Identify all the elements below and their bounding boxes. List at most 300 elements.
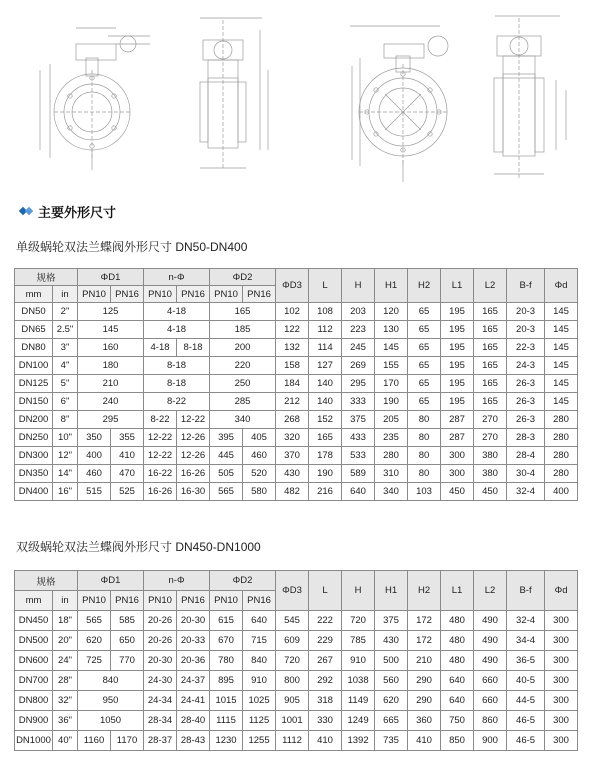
table-cell: 910 — [243, 671, 276, 691]
table-row — [15, 339, 578, 357]
table-cell: DN250 — [15, 429, 53, 447]
table-cell: 350 — [78, 429, 111, 447]
table-cell: DN100 — [15, 357, 53, 375]
table-cell: 280 — [375, 447, 408, 465]
table-cell: 5" — [53, 375, 78, 393]
table-cell: 720 — [276, 651, 309, 671]
table-cell: 450 — [441, 483, 474, 501]
header-mm: mm — [15, 591, 53, 611]
table-cell: 24-34 — [144, 691, 177, 711]
table-cell: 480 — [441, 611, 474, 631]
table-cell: 333 — [342, 393, 375, 411]
table-cell: 140 — [309, 393, 342, 411]
header-h2: H2 — [408, 269, 441, 303]
table-cell: 158 — [276, 357, 309, 375]
table-cell: 114 — [309, 339, 342, 357]
header-d2-pn10: PN10 — [210, 286, 243, 303]
table-row — [15, 671, 578, 691]
table-cell: 24" — [53, 651, 78, 671]
table-cell: 300 — [441, 447, 474, 465]
table-cell: 490 — [474, 631, 507, 651]
header-spec: 规格 — [15, 571, 78, 591]
table-cell: 12-22 — [144, 429, 177, 447]
diamond-bullet-icon — [20, 205, 32, 217]
table-cell: 895 — [210, 671, 243, 691]
table-cell: 130 — [375, 321, 408, 339]
table-cell: 280 — [545, 429, 578, 447]
table-cell: 65 — [408, 357, 441, 375]
table-cell: 12-22 — [144, 447, 177, 465]
table-cell: 640 — [342, 483, 375, 501]
table-cell: 565 — [78, 611, 111, 631]
header-d2-pn16: PN16 — [243, 591, 276, 611]
table-cell: DN125 — [15, 375, 53, 393]
table-cell: 190 — [375, 393, 408, 411]
table-cell: 152 — [309, 411, 342, 429]
header-h2: H2 — [408, 571, 441, 611]
table-cell: 470 — [111, 465, 144, 483]
table2-body — [15, 611, 578, 751]
table-cell: 120 — [375, 303, 408, 321]
table-cell: 6" — [53, 393, 78, 411]
table-cell: 44-5 — [507, 691, 545, 711]
table-cell: 585 — [111, 611, 144, 631]
table-cell: 32-4 — [507, 611, 545, 631]
table-cell: 165 — [474, 357, 507, 375]
table-cell: 46-5 — [507, 711, 545, 731]
table-cell: 295 — [342, 375, 375, 393]
header-nphi-pn10: PN10 — [144, 286, 177, 303]
table-cell: DN700 — [15, 671, 53, 691]
header-l2: L2 — [474, 571, 507, 611]
table-row — [15, 631, 578, 651]
table-cell: 65 — [408, 303, 441, 321]
table-row — [15, 711, 578, 731]
table-cell: 65 — [408, 375, 441, 393]
table-cell: 20" — [53, 631, 78, 651]
table-cell: 290 — [408, 671, 441, 691]
table-cell: 160 — [78, 339, 144, 357]
table-cell: 280 — [545, 447, 578, 465]
table-cell: 28-40 — [177, 711, 210, 731]
table-cell: 145 — [545, 339, 578, 357]
table-cell: 545 — [276, 611, 309, 631]
table-cell: 295 — [78, 411, 144, 429]
table-cell: 195 — [441, 375, 474, 393]
table-cell: 300 — [545, 631, 578, 651]
table-cell: 565 — [210, 483, 243, 501]
table-cell: 220 — [210, 357, 276, 375]
table-cell: 620 — [375, 691, 408, 711]
table-cell: 620 — [78, 631, 111, 651]
table-cell: 660 — [474, 671, 507, 691]
table-cell: 355 — [111, 429, 144, 447]
table-cell: 785 — [342, 631, 375, 651]
table-cell: 280 — [545, 411, 578, 429]
table-cell: 715 — [243, 631, 276, 651]
table-cell: 300 — [545, 691, 578, 711]
table-cell: 32-4 — [507, 483, 545, 501]
table-cell: 430 — [375, 631, 408, 651]
table-row — [15, 375, 578, 393]
table-cell: 200 — [210, 339, 276, 357]
table-cell: 145 — [545, 375, 578, 393]
table-cell: 320 — [276, 429, 309, 447]
table-cell: 102 — [276, 303, 309, 321]
table-cell: 270 — [474, 429, 507, 447]
table-cell: 20-36 — [177, 651, 210, 671]
table-cell: 28" — [53, 671, 78, 691]
table-cell: DN300 — [15, 447, 53, 465]
table-cell: 1001 — [276, 711, 309, 731]
table-cell: 24-41 — [177, 691, 210, 711]
table-cell: 665 — [375, 711, 408, 731]
table-cell: 520 — [243, 465, 276, 483]
table-cell: 20-33 — [177, 631, 210, 651]
header-b-f: B-f — [507, 571, 545, 611]
table-cell: 165 — [210, 303, 276, 321]
table-cell: 410 — [408, 731, 441, 751]
table-cell: DN150 — [15, 393, 53, 411]
table-cell: 1050 — [78, 711, 144, 731]
header-d1-pn10: PN10 — [78, 286, 111, 303]
header-d2: ΦD2 — [210, 571, 276, 591]
table-cell: 80 — [408, 429, 441, 447]
table-cell: 12-26 — [177, 447, 210, 465]
table-cell: 433 — [342, 429, 375, 447]
table-cell: 615 — [210, 611, 243, 631]
table-row — [15, 411, 578, 429]
header-d3: ΦD3 — [276, 571, 309, 611]
table-cell: 900 — [474, 731, 507, 751]
table-cell: 155 — [375, 357, 408, 375]
table-cell: 840 — [243, 651, 276, 671]
table-row — [15, 393, 578, 411]
table-cell: 127 — [309, 357, 342, 375]
table-cell: 22-3 — [507, 339, 545, 357]
header-d2-pn16: PN16 — [243, 286, 276, 303]
table-cell: 285 — [210, 393, 276, 411]
table-cell: 1125 — [243, 711, 276, 731]
header-l: L — [309, 571, 342, 611]
table-cell: DN50 — [15, 303, 53, 321]
table-cell: 609 — [276, 631, 309, 651]
header-b-f: B-f — [507, 269, 545, 303]
table-cell: 28-43 — [177, 731, 210, 751]
table-cell: 36" — [53, 711, 78, 731]
table-cell: 28-37 — [144, 731, 177, 751]
table-cell: 20-30 — [144, 651, 177, 671]
table-cell: 482 — [276, 483, 309, 501]
table-cell: 770 — [111, 651, 144, 671]
table-cell: 145 — [545, 303, 578, 321]
table-cell: DN65 — [15, 321, 53, 339]
table-cell: 445 — [210, 447, 243, 465]
table-cell: 195 — [441, 303, 474, 321]
table-cell: 80 — [408, 411, 441, 429]
table-cell: 1038 — [342, 671, 375, 691]
table-cell: DN450 — [15, 611, 53, 631]
table-cell: 16-22 — [144, 465, 177, 483]
table-cell: 140 — [309, 375, 342, 393]
table-cell: 145 — [375, 339, 408, 357]
table-cell: 8-18 — [144, 357, 210, 375]
table-cell: 184 — [276, 375, 309, 393]
table-cell: 287 — [441, 411, 474, 429]
table-cell: 800 — [276, 671, 309, 691]
table2 — [14, 570, 578, 751]
table-cell: 26-3 — [507, 375, 545, 393]
table-cell: 460 — [78, 465, 111, 483]
table-cell: 32" — [53, 691, 78, 711]
table-cell: 300 — [545, 651, 578, 671]
table-row — [15, 429, 578, 447]
table-cell: 1230 — [210, 731, 243, 751]
table-cell: 4-18 — [144, 303, 210, 321]
table-cell: 410 — [309, 731, 342, 751]
header-n-phi: n-Φ — [144, 269, 210, 286]
table-cell: 40-5 — [507, 671, 545, 691]
table-cell: 300 — [545, 731, 578, 751]
section-title-text: 主要外形尺寸 — [38, 204, 117, 220]
table-cell: 480 — [441, 631, 474, 651]
table-cell: 300 — [441, 465, 474, 483]
table-cell: DN600 — [15, 651, 53, 671]
table-cell: 1015 — [210, 691, 243, 711]
drawing-front-view-double — [350, 26, 448, 182]
header-h: H — [342, 269, 375, 303]
table-cell: 185 — [210, 321, 276, 339]
header-l1: L1 — [441, 571, 474, 611]
table-cell: 20-30 — [177, 611, 210, 631]
table-cell: 580 — [243, 483, 276, 501]
header-h: H — [342, 571, 375, 611]
table-cell: 205 — [375, 411, 408, 429]
table-cell: 223 — [342, 321, 375, 339]
table-cell: 1160 — [78, 731, 111, 751]
table-cell: 318 — [309, 691, 342, 711]
table-cell: 1149 — [342, 691, 375, 711]
table-cell: 287 — [441, 429, 474, 447]
header-d2-pn10: PN10 — [210, 591, 243, 611]
table-cell: DN350 — [15, 465, 53, 483]
header-l: L — [309, 269, 342, 303]
table-cell: 905 — [276, 691, 309, 711]
table-cell: 850 — [441, 731, 474, 751]
table-cell: 170 — [375, 375, 408, 393]
header-d2: ΦD2 — [210, 269, 276, 286]
table-row — [15, 465, 578, 483]
table-cell: 589 — [342, 465, 375, 483]
table-cell: 10" — [53, 429, 78, 447]
table-cell: 490 — [474, 651, 507, 671]
table-cell: 670 — [210, 631, 243, 651]
table-cell: 16-30 — [177, 483, 210, 501]
table-row — [15, 731, 578, 751]
table-cell: 910 — [342, 651, 375, 671]
table-cell: 195 — [441, 393, 474, 411]
table-cell: 212 — [276, 393, 309, 411]
table-cell: 500 — [375, 651, 408, 671]
table-cell: 1115 — [210, 711, 243, 731]
header-mm: mm — [15, 286, 53, 303]
table-cell: 267 — [309, 651, 342, 671]
table-cell: 1392 — [342, 731, 375, 751]
header-d: Φd — [545, 269, 578, 303]
table-cell: 12" — [53, 447, 78, 465]
table-cell: 525 — [111, 483, 144, 501]
table-cell: 18" — [53, 611, 78, 631]
table-cell: 340 — [375, 483, 408, 501]
table-cell: 650 — [111, 631, 144, 651]
table-cell: 380 — [474, 447, 507, 465]
header-h1: H1 — [375, 571, 408, 611]
table-cell: 640 — [441, 691, 474, 711]
table-cell: 560 — [375, 671, 408, 691]
table-cell: 216 — [309, 483, 342, 501]
drawing-front-view-single — [40, 28, 150, 170]
table-cell: DN400 — [15, 483, 53, 501]
table-cell: DN900 — [15, 711, 53, 731]
header-in: in — [53, 591, 78, 611]
table-cell: 640 — [441, 671, 474, 691]
table-cell: 28-34 — [144, 711, 177, 731]
table-cell: 172 — [408, 611, 441, 631]
table-cell: 20-26 — [144, 631, 177, 651]
table-cell: 145 — [545, 393, 578, 411]
table1-title: 单级蜗轮双法兰蝶阀外形尺寸 DN50-DN400 — [16, 240, 248, 254]
table-cell: DN80 — [15, 339, 53, 357]
table-cell: 400 — [78, 447, 111, 465]
table-cell: 165 — [474, 339, 507, 357]
header-d1-pn16: PN16 — [111, 286, 144, 303]
header-nphi-pn16: PN16 — [177, 591, 210, 611]
table-cell: 4" — [53, 357, 78, 375]
table-cell: 375 — [375, 611, 408, 631]
drawing-side-view-single — [200, 18, 268, 170]
table-row — [15, 321, 578, 339]
header-d1: ΦD1 — [78, 571, 144, 591]
table-cell: 8" — [53, 411, 78, 429]
table-cell: 375 — [342, 411, 375, 429]
section-title — [20, 203, 116, 219]
table-cell: 125 — [78, 303, 144, 321]
table-cell: 860 — [474, 711, 507, 731]
table-cell: 145 — [78, 321, 144, 339]
table-cell: 4-18 — [144, 339, 177, 357]
table-cell: 950 — [78, 691, 144, 711]
header-d1: ΦD1 — [78, 269, 144, 286]
table-cell: 268 — [276, 411, 309, 429]
table-cell: 103 — [408, 483, 441, 501]
table-cell: 2" — [53, 303, 78, 321]
table-cell: 28-4 — [507, 447, 545, 465]
header-h1: H1 — [375, 269, 408, 303]
table-row — [15, 651, 578, 671]
table-cell: 26-3 — [507, 411, 545, 429]
table-cell: DN500 — [15, 631, 53, 651]
table-cell: 8-18 — [144, 375, 210, 393]
table-cell: 3" — [53, 339, 78, 357]
table-cell: 1112 — [276, 731, 309, 751]
table-cell: 2.5" — [53, 321, 78, 339]
table-cell: 195 — [441, 339, 474, 357]
table-cell: 34-4 — [507, 631, 545, 651]
valve-technical-drawings — [0, 0, 600, 195]
header-nphi-pn16: PN16 — [177, 286, 210, 303]
table-row — [15, 357, 578, 375]
table-cell: 165 — [474, 321, 507, 339]
table-cell: 65 — [408, 321, 441, 339]
table-cell: 405 — [243, 429, 276, 447]
header-l1: L1 — [441, 269, 474, 303]
table-cell: 145 — [545, 321, 578, 339]
table-cell: 14" — [53, 465, 78, 483]
table-cell: 410 — [111, 447, 144, 465]
table-cell: 122 — [276, 321, 309, 339]
table-cell: 80 — [408, 447, 441, 465]
table-cell: 203 — [342, 303, 375, 321]
table-cell: 460 — [243, 447, 276, 465]
table-cell: 165 — [474, 393, 507, 411]
table-cell: 300 — [545, 611, 578, 631]
table-cell: 178 — [309, 447, 342, 465]
table-cell: 20-3 — [507, 321, 545, 339]
table-cell: 16" — [53, 483, 78, 501]
table-cell: 132 — [276, 339, 309, 357]
table-cell: 360 — [408, 711, 441, 731]
table-cell: 240 — [78, 393, 144, 411]
table-cell: 26-3 — [507, 393, 545, 411]
table-cell: 1249 — [342, 711, 375, 731]
table-cell: 250 — [210, 375, 276, 393]
table-cell: 505 — [210, 465, 243, 483]
table-cell: 270 — [474, 411, 507, 429]
table-cell: 165 — [474, 303, 507, 321]
header-d3: ΦD3 — [276, 269, 309, 303]
table-cell: 725 — [78, 651, 111, 671]
table-cell: 65 — [408, 339, 441, 357]
table2-header-row1 — [15, 571, 578, 591]
header-d1-pn16: PN16 — [111, 591, 144, 611]
table-cell: 8-22 — [144, 393, 210, 411]
table-cell: 490 — [474, 611, 507, 631]
table-cell: 165 — [309, 429, 342, 447]
table1-header-row1 — [15, 269, 578, 286]
table-cell: 450 — [474, 483, 507, 501]
header-n-phi: n-Φ — [144, 571, 210, 591]
table-cell: 780 — [210, 651, 243, 671]
table-cell: 20-3 — [507, 303, 545, 321]
table-cell: 195 — [441, 357, 474, 375]
table-cell: 515 — [78, 483, 111, 501]
table-cell: 108 — [309, 303, 342, 321]
header-nphi-pn10: PN10 — [144, 591, 177, 611]
table-cell: 16-26 — [144, 483, 177, 501]
table-cell: 660 — [474, 691, 507, 711]
header-spec: 规格 — [15, 269, 78, 286]
table-cell: 190 — [309, 465, 342, 483]
table-cell: 290 — [408, 691, 441, 711]
table-cell: 840 — [78, 671, 144, 691]
header-l2: L2 — [474, 269, 507, 303]
header-in: in — [53, 286, 78, 303]
table-cell: 12-22 — [177, 411, 210, 429]
table-row — [15, 303, 578, 321]
table-cell: 8-22 — [144, 411, 177, 429]
table-cell: 430 — [276, 465, 309, 483]
table-cell: 172 — [408, 631, 441, 651]
